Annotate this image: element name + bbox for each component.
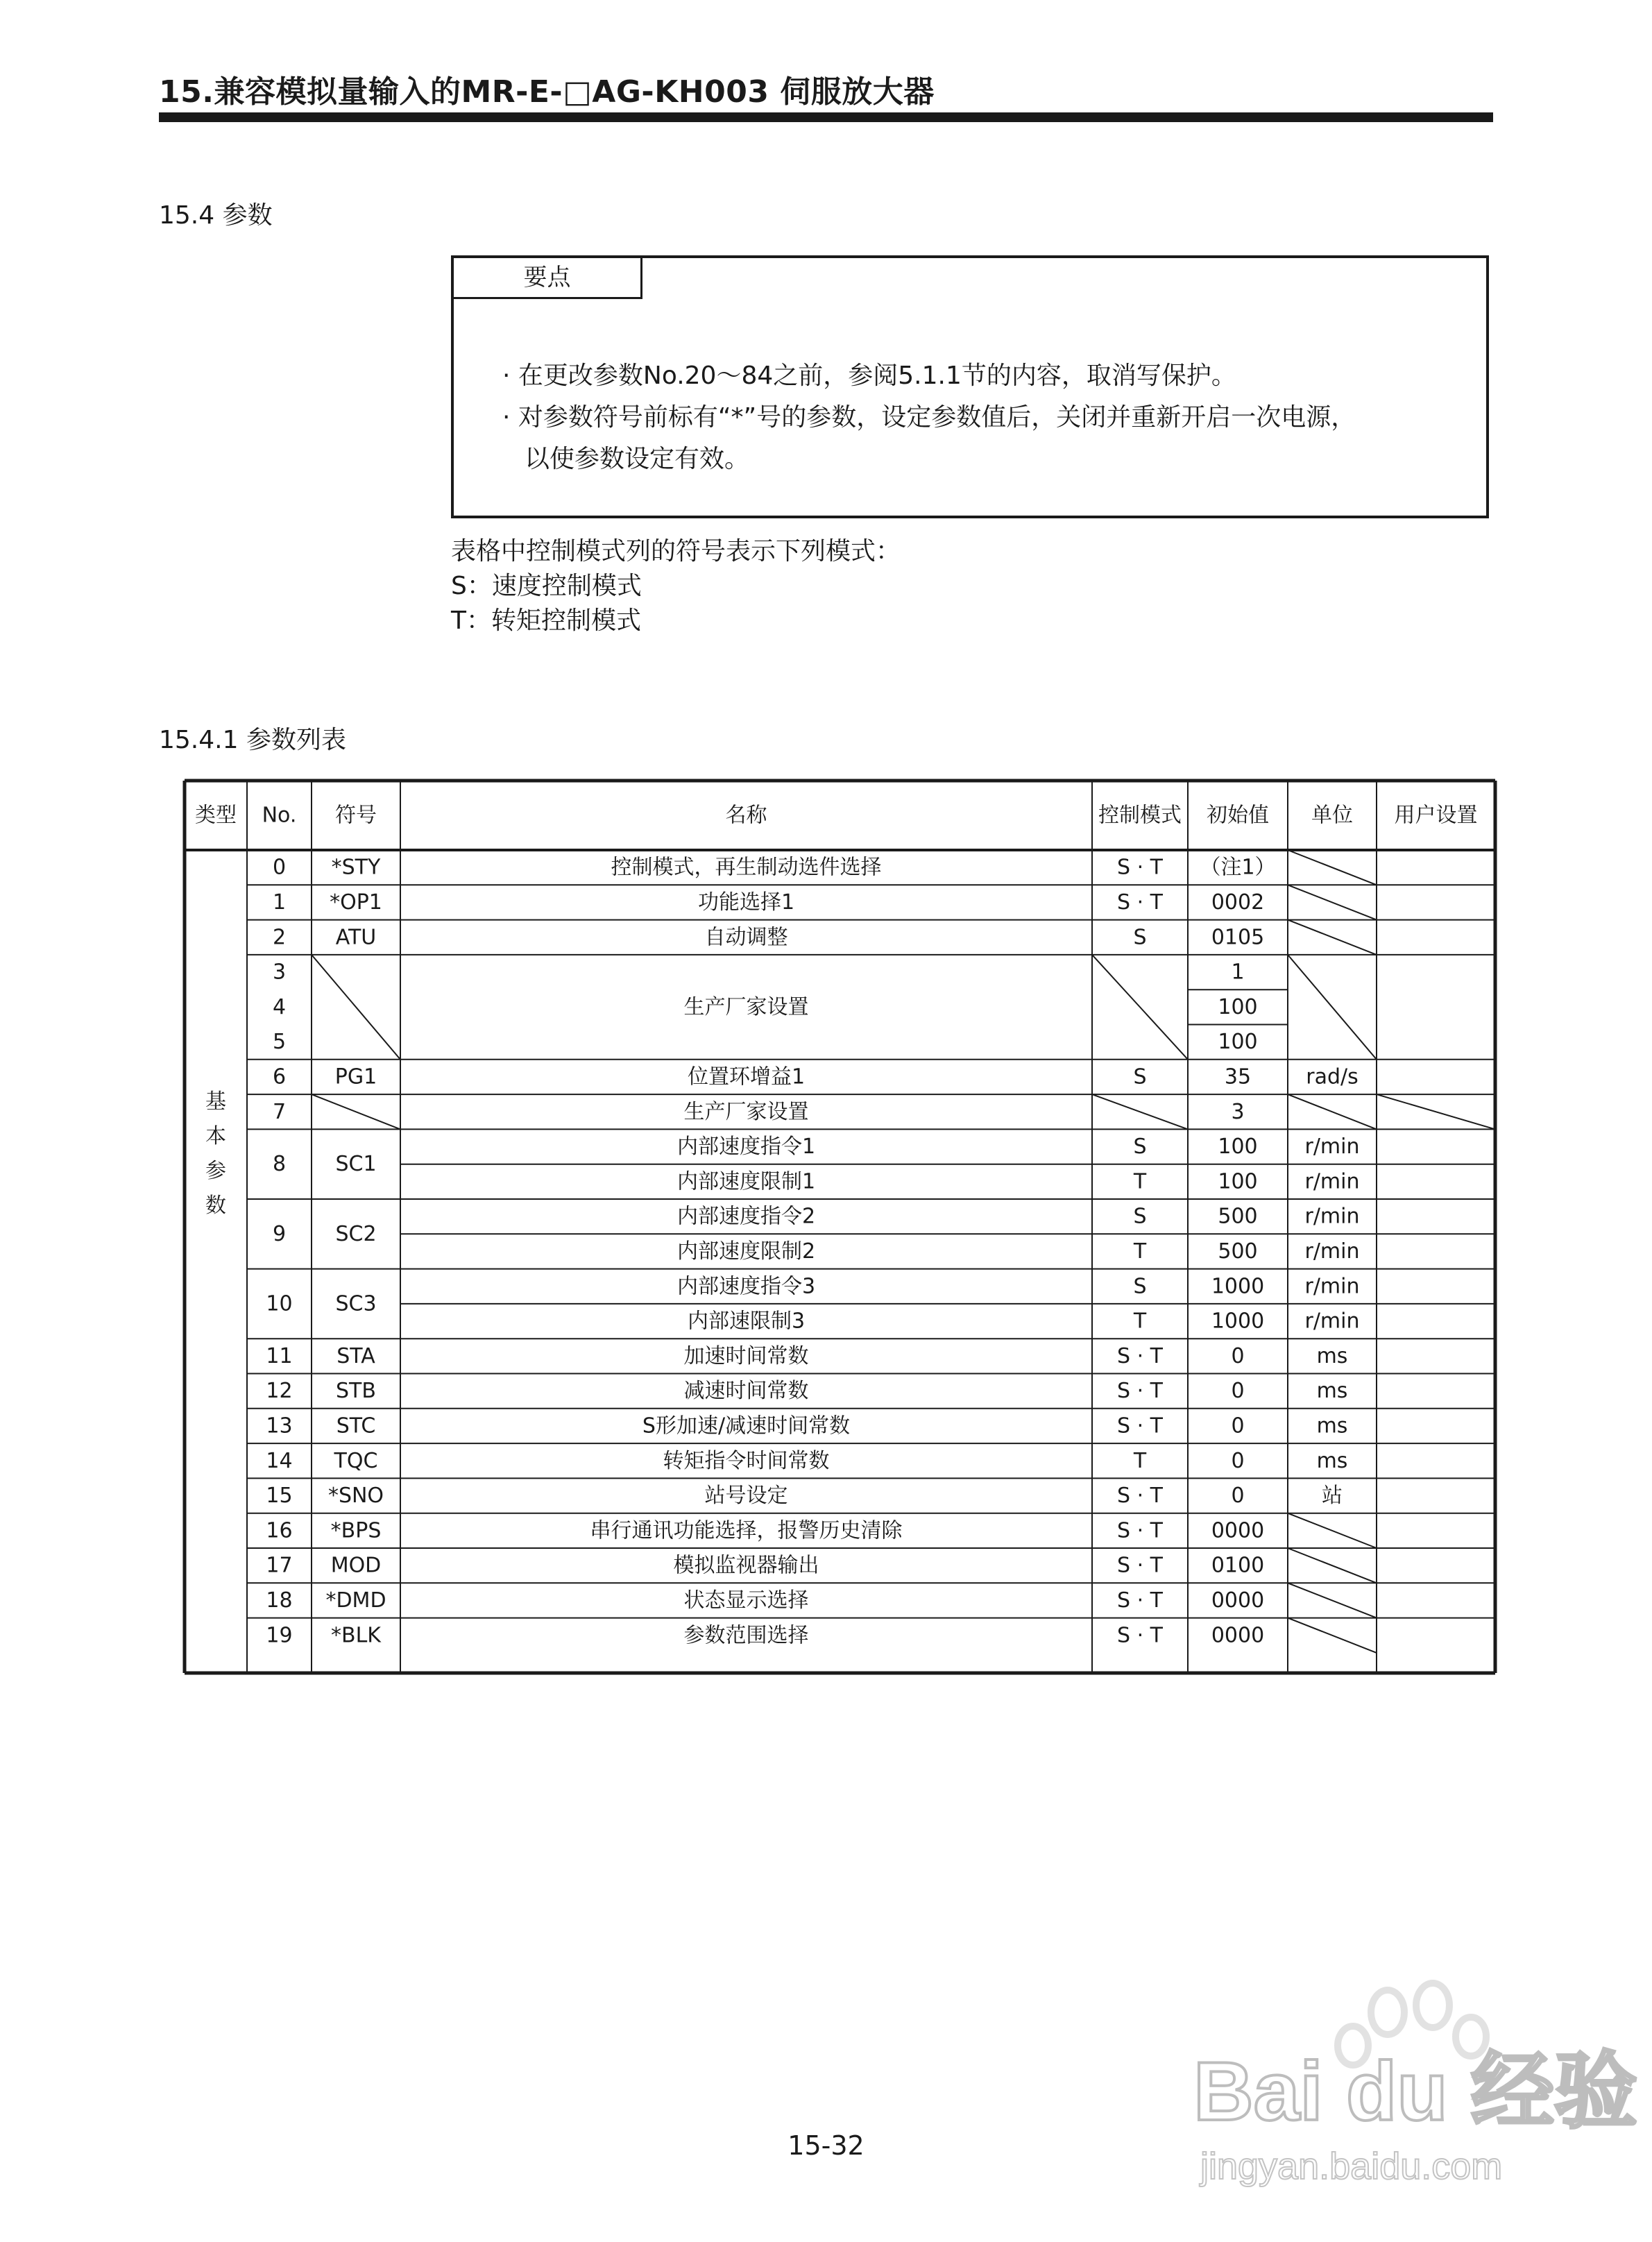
param-symbol-merged: SC3 (335, 1291, 377, 1316)
initial-value: 0 (1231, 1484, 1245, 1509)
symbol-slash (312, 955, 400, 1060)
unit: r/min (1304, 1274, 1360, 1299)
control-mode: S · T (1117, 1379, 1163, 1404)
param-symbol: ATU (335, 925, 377, 950)
initial-value: 0 (1231, 1448, 1245, 1473)
category-char: 本 (205, 1123, 226, 1148)
param-no-merged: 8 (272, 1152, 287, 1177)
control-mode: T (1133, 1169, 1147, 1194)
param-no: 14 (266, 1448, 293, 1473)
param-name: 内部速度指令2 (676, 1204, 816, 1229)
param-no: 6 (272, 1064, 287, 1089)
note-tab: 要点 (454, 258, 642, 299)
initial-value: 0000 (1211, 1623, 1265, 1648)
param-no: 3 (272, 960, 287, 985)
subsection-title: 15.4.1 参数列表 (159, 726, 346, 754)
param-no: 0 (272, 855, 287, 880)
param-symbol: *BLK (331, 1623, 381, 1648)
param-name: 状态显示选择 (683, 1588, 809, 1613)
unit-slash (1288, 1618, 1377, 1653)
symbol-slash (312, 1094, 400, 1129)
unit-slash (1288, 885, 1377, 919)
control-mode: S · T (1117, 1588, 1163, 1613)
param-no: 17 (266, 1553, 293, 1578)
mode-slash (1092, 1094, 1188, 1129)
param-name: 参数范围选择 (683, 1623, 809, 1648)
chapter-title: 15.兼容模拟量输入的MR-E-□AG-KH003 伺服放大器 (159, 74, 935, 110)
param-name: 控制模式，再生制动选件选择 (611, 855, 882, 880)
control-mode: T (1133, 1448, 1147, 1473)
param-no: 4 (272, 994, 287, 1019)
unit: r/min (1304, 1204, 1360, 1229)
header-cell: 控制模式 (1098, 803, 1182, 828)
param-name: 模拟监视器输出 (673, 1553, 819, 1578)
note-line-1: · 在更改参数No.20～84之前，参阅5.1.1节的内容，取消写保护。 (502, 362, 1236, 390)
param-symbol-merged: SC2 (335, 1221, 377, 1246)
unit: rad/s (1306, 1064, 1359, 1089)
param-name: 自动调整 (704, 925, 788, 950)
initial-value: 500 (1218, 1204, 1258, 1229)
param-symbol: *BPS (330, 1518, 382, 1543)
initial-value: 3 (1231, 1099, 1245, 1124)
control-mode: S · T (1117, 1413, 1163, 1438)
param-name: 生产厂家设置 (683, 1099, 809, 1124)
category-char: 基 (205, 1089, 226, 1114)
initial-value: 0002 (1211, 890, 1265, 915)
initial-value: 500 (1218, 1239, 1258, 1264)
control-mode: S · T (1117, 1484, 1163, 1509)
initial-value: 0 (1231, 1379, 1245, 1404)
param-name: 转矩指令时间常数 (663, 1448, 830, 1473)
param-no: 19 (266, 1623, 293, 1648)
control-mode: S · T (1117, 855, 1163, 880)
legend-s: S：速度控制模式 (451, 572, 642, 600)
param-no-merged: 10 (266, 1291, 293, 1316)
control-mode: S (1133, 925, 1147, 950)
unit: ms (1316, 1448, 1348, 1473)
initial-value: 35 (1224, 1064, 1252, 1089)
header-cell: 单位 (1311, 803, 1353, 828)
param-symbol-merged: SC1 (335, 1152, 377, 1177)
initial-value: 100 (1218, 1135, 1258, 1160)
legend-t: T：转矩控制模式 (451, 606, 641, 635)
param-name: S形加速/减速时间常数 (642, 1413, 851, 1438)
param-name: 减速时间常数 (683, 1379, 809, 1404)
note-lines (502, 355, 1356, 480)
unit-slash (1288, 920, 1377, 955)
param-symbol: STB (336, 1379, 376, 1404)
initial-value: 0 (1231, 1343, 1245, 1368)
param-symbol: STC (336, 1413, 376, 1438)
param-symbol: *DMD (325, 1588, 386, 1613)
param-symbol: *STY (331, 855, 381, 880)
param-name: 内部速限制3 (687, 1309, 806, 1334)
param-no: 1 (272, 890, 287, 915)
unit: r/min (1304, 1309, 1360, 1334)
param-no: 5 (272, 1030, 287, 1055)
param-no: 2 (272, 925, 287, 950)
control-mode: S · T (1117, 1553, 1163, 1578)
unit-slash (1288, 1583, 1377, 1617)
unit: r/min (1304, 1169, 1360, 1194)
unit-slash (1288, 955, 1377, 1060)
param-symbol: *OP1 (330, 890, 382, 915)
initial-value: 0105 (1211, 925, 1265, 950)
category-char: 数 (205, 1193, 226, 1218)
param-name: 内部速度指令3 (676, 1274, 816, 1299)
control-mode: S · T (1117, 1623, 1163, 1648)
control-mode: S (1133, 1204, 1147, 1229)
control-mode: T (1133, 1309, 1147, 1334)
unit-slash (1288, 1513, 1377, 1548)
param-symbol: STA (337, 1343, 375, 1368)
param-symbol: PG1 (334, 1064, 377, 1089)
unit-slash (1288, 1548, 1377, 1583)
unit: ms (1316, 1413, 1348, 1438)
header-cell: 类型 (195, 803, 237, 828)
param-name: 内部速度限制1 (676, 1169, 816, 1194)
param-no: 12 (266, 1379, 293, 1404)
initial-value: 0100 (1211, 1553, 1265, 1578)
param-no: 18 (266, 1588, 293, 1613)
control-mode: S (1133, 1135, 1147, 1160)
header-cell: 名称 (725, 803, 767, 828)
param-no: 13 (266, 1413, 293, 1438)
control-mode: S (1133, 1064, 1147, 1089)
control-mode: S · T (1117, 1518, 1163, 1543)
param-name-merged: 生产厂家设置 (683, 994, 809, 1019)
header-cell: 用户设置 (1394, 803, 1478, 828)
header-cell: No. (262, 803, 297, 828)
category-char: 参 (205, 1158, 226, 1183)
param-name: 站号设定 (704, 1484, 788, 1509)
param-no: 15 (266, 1484, 293, 1509)
initial-value: 0 (1231, 1413, 1245, 1438)
watermark-url: jingyan.baidu.com (1200, 2146, 1503, 2187)
initial-value: 100 (1218, 1030, 1258, 1055)
initial-value: 100 (1218, 994, 1258, 1019)
param-no: 16 (266, 1518, 293, 1543)
initial-value: 1000 (1211, 1274, 1265, 1299)
unit: r/min (1304, 1135, 1360, 1160)
unit: 站 (1322, 1484, 1343, 1509)
control-mode: S · T (1117, 1343, 1163, 1368)
initial-value: 1000 (1211, 1309, 1265, 1334)
note-line-2: · 对参数符号前标有“*”号的参数，设定参数值后，关闭并重新开启一次电源， (502, 403, 1356, 432)
user-setting-slash (1377, 1094, 1495, 1129)
param-no: 7 (272, 1099, 287, 1124)
section-title: 15.4 参数 (159, 201, 273, 230)
control-mode: S · T (1117, 890, 1163, 915)
initial-value: 100 (1218, 1169, 1258, 1194)
control-mode: T (1133, 1239, 1147, 1264)
note-line-3: 以使参数设定有效。 (525, 445, 750, 473)
param-symbol: MOD (330, 1553, 382, 1578)
param-no-merged: 9 (272, 1221, 287, 1246)
initial-value: 1 (1231, 960, 1245, 985)
unit: r/min (1304, 1239, 1360, 1264)
param-name: 内部速度指令1 (676, 1135, 816, 1160)
parameter-table (185, 781, 1495, 1673)
legend-intro: 表格中控制模式列的符号表示下列模式： (451, 537, 901, 566)
param-symbol: TQC (334, 1448, 378, 1473)
param-name: 内部速度限制2 (676, 1239, 816, 1264)
control-mode: S (1133, 1274, 1147, 1299)
param-name: 位置环增益1 (687, 1064, 806, 1089)
unit-slash (1288, 850, 1377, 885)
param-name: 加速时间常数 (683, 1343, 809, 1368)
unit: ms (1316, 1379, 1348, 1404)
param-name: 串行通讯功能选择，报警历史清除 (590, 1518, 903, 1543)
initial-value: 0000 (1211, 1518, 1265, 1543)
note-box (451, 255, 1489, 518)
title-rule (159, 112, 1493, 122)
mode-legend (451, 534, 901, 638)
unit-slash (1288, 1094, 1377, 1129)
header-cell: 初始值 (1207, 803, 1269, 828)
param-name: 功能选择1 (697, 890, 795, 915)
header-cell: 符号 (335, 803, 377, 828)
param-symbol: *SNO (327, 1484, 384, 1509)
initial-value: 0000 (1211, 1588, 1265, 1613)
mode-slash (1092, 955, 1188, 1060)
initial-value: （注1） (1200, 855, 1276, 880)
svg-text:Bai du 经验: Bai du 经验 (1193, 2045, 1638, 2138)
unit: ms (1316, 1343, 1348, 1368)
baidu-jingyan-watermark (1180, 1964, 1638, 2200)
param-no: 11 (266, 1343, 293, 1368)
page-number: 15-32 (787, 2130, 865, 2161)
